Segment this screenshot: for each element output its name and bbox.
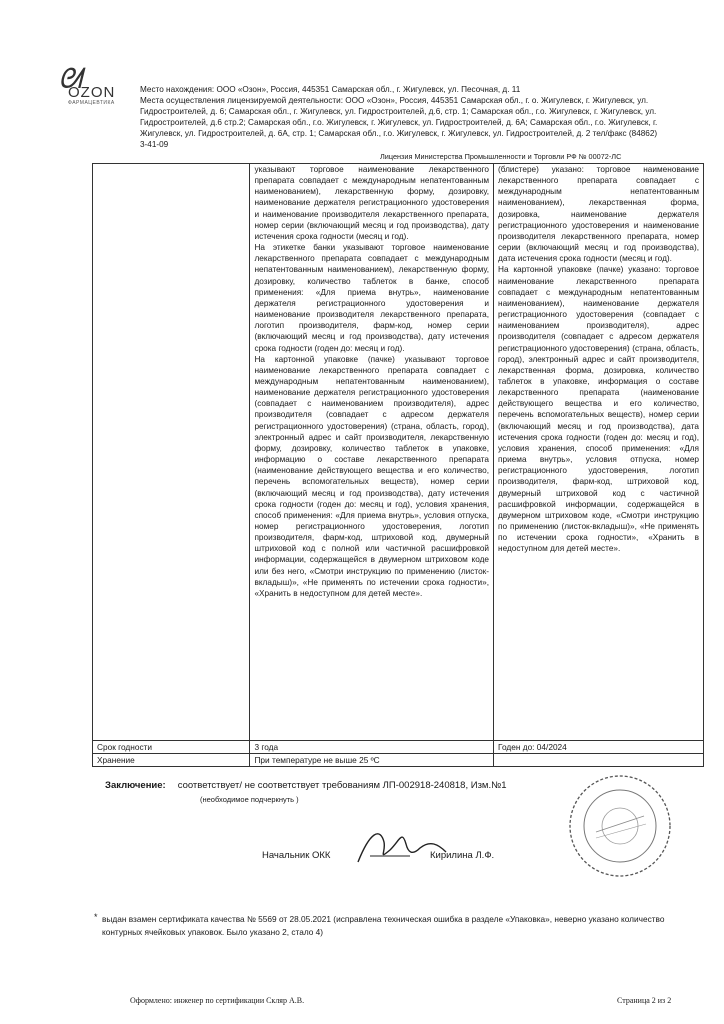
footer-prepared-by: Оформлено: инженер по сертификации Скляр А.В. bbox=[130, 996, 305, 1005]
license-line: Лицензия Министерства Промышленности и Торговли РФ № 00072-ЛС bbox=[380, 152, 622, 161]
packaging-requirement-cell bbox=[250, 164, 494, 741]
result-paragraph: (блистере) указано: торговое наименование лекарственного препарата совпадает с международным непатентованным наименованием), лекарственная форма, дозировка, наименование держателя регистрационного удостоверения и наименование производителя лекарственного препарата, номер серии (включающий месяц и год производства), дата истечения срока годности (месяц и год). bbox=[498, 165, 699, 264]
quality-stamp-image bbox=[566, 772, 674, 880]
footnote-text: выдан взамен сертификата качества № 5569 от 28.05.2021 (исправлена техническая ошибка в разделе «Упаковка», неверно указано количество контурных ячейковых упаковок. Было указано 2, стало 4) bbox=[102, 914, 665, 937]
storage-label: Хранение bbox=[93, 754, 250, 767]
shelf-life-row bbox=[93, 741, 704, 754]
shelf-life-label: Срок годности bbox=[93, 741, 250, 754]
conclusion-label: Заключение: bbox=[105, 780, 166, 791]
signoff-name: Кирилина Л.Ф. bbox=[430, 850, 495, 861]
result-paragraph: На картонной упаковке (пачке) указано: торговое наименование лекарственного препарата совпадает с международным непатентованным наименованием), наименование держателя регистрационного удостоверения (совпадает с наименованием производителя), адрес производителя (совпадает с адресом держателя регистрационного удостоверения) (страна, область, город), электронный адрес и сайт производителя, лекарственная форма, дозировка, количество таблеток в упаковке, информация о составе лекарственного препарата (наименование действующего вещества и его количество, перечень вспомогательных веществ), номер серии (включающий месяц и год производства), дата истечения срока годности (годен до: месяц и год), условия хранения, способ применения: «Для приема внутрь», условия отпуска, номер регистрационного удостоверения, логотип производителя, фарм-код, штриховой код, двумерный штриховой код с частичной расшифровкой информации, содержащейся в двумерном штриховом коде, «Смотри инструкцию по применению (листок-вкладыш)», «Не применять по истечении срока годности», «Хранить в недоступном для детей месте». bbox=[498, 265, 699, 554]
shelf-life-result: Годен до: 04/2024 bbox=[494, 741, 704, 754]
conclusion bbox=[105, 780, 507, 791]
packaging-row bbox=[93, 164, 704, 741]
signature-image bbox=[350, 822, 450, 872]
ozon-logo bbox=[58, 66, 140, 106]
requirement-paragraph: На картонной упаковке (пачке) указывают торговое наименование лекарственного препарата совпадает с международным непатентованным наименованием), наименование держателя регистрационного удостоверения (совпадает с наименованием производителя), адрес производителя (совпадает с адресом держателя регистрационного удостоверения) (страна, область, город), электронный адрес и сайт производителя, лекарственную форму, дозировку, количество таблеток в упаковке, информацию о составе лекарственного препарата (наименование действующего вещества и его количество, перечень вспомогательных веществ), номер серии (включающий месяц и год производства), дату истечения срока годности (годен до: месяц и год), условия хранения, способ применения: «Для приема внутрь», условия отпуска, номер регистрационного удостоверения, логотип производителя, фарм-код, штриховой код, двумерный штриховой код с полной или частичной расшифровкой информации, содержащейся в двумерном штриховом коде или без него, «Смотри инструкцию по применению (листок-вкладыш)», «Не применять по истечении срока годности», «Хранить в недоступном для детей месте». bbox=[254, 354, 490, 598]
ozon-logo-sub: ФАРМАЦЕВТИКА bbox=[68, 100, 115, 106]
company-location: Место нахождения: ООО «Озон», Россия, 445351 Самарская обл., г. Жигулевск, ул. Песочная, д. 11 bbox=[140, 85, 521, 94]
ozon-logo-name: OZON bbox=[68, 84, 116, 101]
footnote bbox=[94, 912, 702, 938]
packaging-result-cell bbox=[494, 164, 704, 741]
footnote-asterisk: * bbox=[94, 912, 98, 922]
requirement-paragraph: указывают торговое наименование лекарственного препарата совпадает с международным непатентованным наименованием), лекарственную форму, дозировку, наименование держателя регистрационного удостоверения и наименование производителя лекарственного препарата, номер серии (включающий месяц и год производства), дату истечения срока годности (месяц и год). bbox=[254, 165, 490, 241]
conclusion-text: соответствует/ не соответствует требованиям ЛП-002918-240818, Изм.№1 bbox=[177, 780, 507, 791]
certificate-table bbox=[92, 163, 704, 767]
company-header bbox=[140, 84, 660, 151]
storage-result bbox=[494, 754, 704, 767]
shelf-life-value: 3 года bbox=[250, 741, 494, 754]
storage-value: При температуре не выше 25 ºС bbox=[250, 754, 494, 767]
ozon-logo-mark: ᘛ bbox=[58, 64, 82, 95]
packaging-label-cell bbox=[93, 164, 250, 741]
company-activity-places: Места осуществления лицензируемой деятельности: ООО «Озон», Россия, 445351 Самарская обл., г. о. Жигулевск, г. Жигулевск, ул. Гидростроителей, д. 6; Самарская обл., г. Жигулевск, ул. Гидростроителей, д.6, стр. 1; Самарская обл., г.о. Жигулевск, г. Жигулевск, ул. Гидростроителей, д.6 стр.2; Самарская обл., г.о. Жигулевск, г. Жигулевск, ул. Гидростроителей, д. 6А; Самарская обл., г.о. Жигулевск, г. Жигулевск, ул. Гидростроителей, д. 6А, стр. 1; Самарская обл., г.о. Жигулевск, г. Жигулевск, ул. Гидростроителей, д. 2 тел/факс (84862) 3-41-09 bbox=[140, 96, 658, 150]
signoff-title: Начальник ОКК bbox=[262, 850, 331, 861]
requirement-paragraph: На этикетке банки указывают торговое наименование лекарственного препарата совпадает с международным непатентованным наименованием), лекарственную форму, дозировку, количество таблеток в банке, способ применения: «Для приема внутрь», наименование держателя регистрационного удостоверения и наименование производителя лекарственного препарата, логотип производителя, фарм-код, номер серии (включающий месяц и год производства), дату истечения срока годности (годен до: месяц и год). bbox=[254, 243, 490, 353]
conclusion-hint: (необходимое подчеркнуть ) bbox=[200, 795, 299, 804]
storage-row bbox=[93, 754, 704, 767]
page-number: Страница 2 из 2 bbox=[617, 996, 672, 1005]
